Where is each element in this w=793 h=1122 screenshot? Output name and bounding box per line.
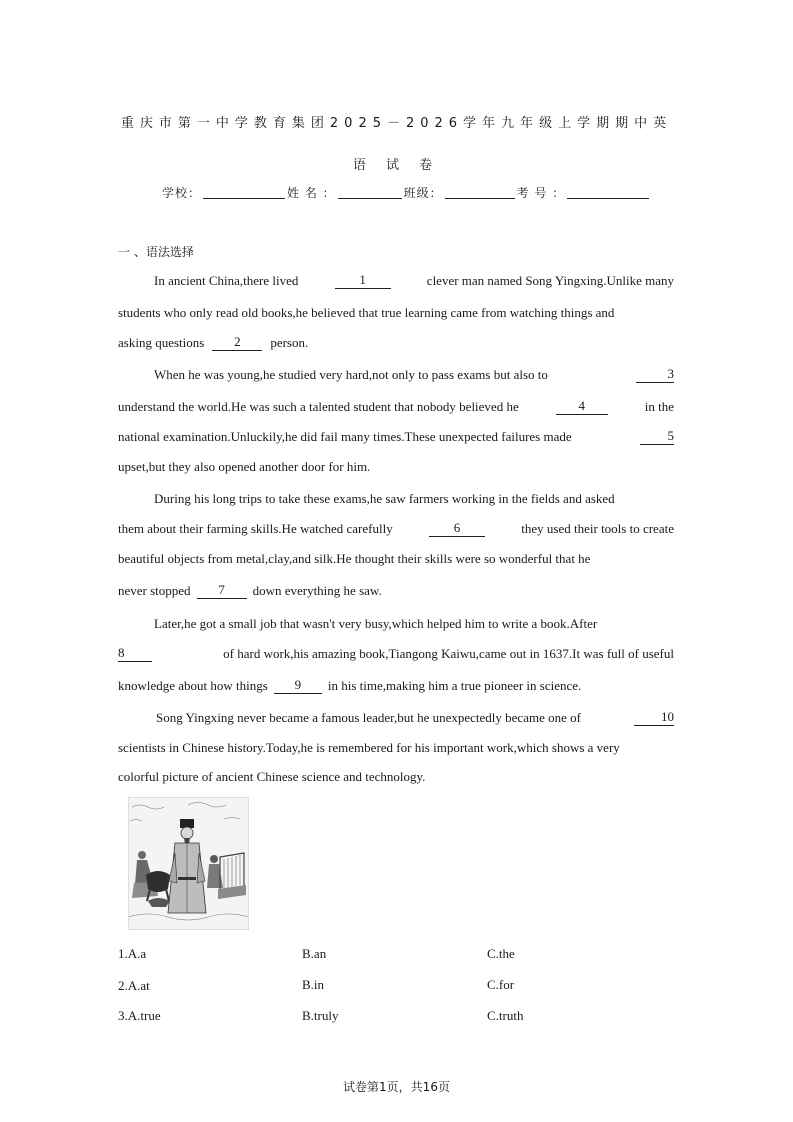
blank-7: 7 <box>197 583 247 599</box>
passage-line: national examination.Unluckily,he did fail many times.These unexpected failures made 5 <box>118 428 674 444</box>
blank-5: 5 <box>640 429 674 445</box>
exam-title-line2: 语 试 卷 <box>352 158 441 173</box>
exam-number-label: 考 号 ： <box>516 186 566 200</box>
exam-number-blank[interactable] <box>567 185 649 199</box>
blank-10: 10 <box>634 710 674 726</box>
passage-line: upset,but they also opened another door for him. <box>118 459 371 474</box>
option-1c[interactable]: C.the <box>487 946 515 961</box>
passage-line: During his long trips to take these exams,he saw farmers working in the fields and asked <box>154 491 615 506</box>
blank-1: 1 <box>335 273 391 289</box>
name-blank[interactable] <box>338 185 402 199</box>
class-blank[interactable] <box>445 185 515 199</box>
passage-line: Later,he got a small job that wasn't very busy,which helped him to write a book.After <box>154 616 598 631</box>
option-3a[interactable]: 3.A.true <box>118 1008 161 1023</box>
option-1a[interactable]: 1.A.a <box>118 946 147 961</box>
passage-line: When he was young,he studied very hard,not only to pass exams but also to 3 <box>154 366 674 382</box>
blank-2: 2 <box>212 335 262 351</box>
exam-title-line1: 重庆市第一中学教育集团2025－2026学年九年级上学期期中英 <box>120 116 673 131</box>
passage-line: In ancient China,there lived 1 clever man named Song Yingxing.Unlike many <box>154 272 674 288</box>
option-2b[interactable]: B.in <box>302 977 325 992</box>
passage-line: colorful picture of ancient Chinese science and technology. <box>118 769 426 784</box>
student-info-line <box>162 184 651 201</box>
passage-line: understand the world.He was such a talented student that nobody believed he 4 in the <box>118 398 674 414</box>
passage-line: beautiful objects from metal,clay,and silk.He thought their skills were so wonderful that he <box>118 551 591 566</box>
song-yingxing-illustration <box>128 797 249 930</box>
option-1b[interactable]: B.an <box>302 946 327 961</box>
passage-line: 8 of hard work,his amazing book,Tiangong Kaiwu,came out in 1637.It was full of useful <box>118 645 674 661</box>
option-3c[interactable]: C.truth <box>487 1008 524 1023</box>
passage-line: them about their farming skills.He watched carefully 6 they used their tools to create <box>118 520 674 536</box>
blank-9: 9 <box>274 678 322 694</box>
page-footer: 试卷第1页，共16页 <box>343 1080 450 1094</box>
class-label: 班级： <box>403 186 443 200</box>
passage-line: scientists in Chinese history.Today,he is remembered for his important work,which shows a very <box>118 740 620 755</box>
passage-line: knowledge about how things 9 in his time,making him a true pioneer in science. <box>118 677 582 693</box>
passage-line: asking questions 2 person. <box>118 334 309 350</box>
blank-6: 6 <box>429 521 485 537</box>
name-label: 姓 名 ： <box>287 186 336 200</box>
option-3b[interactable]: B.truly <box>302 1008 339 1023</box>
blank-8: 8 <box>118 646 152 662</box>
passage-line: students who only read old books,he believed that true learning came from watching things and <box>118 305 615 320</box>
option-2a[interactable]: 2.A.at <box>118 978 150 993</box>
school-blank[interactable] <box>203 185 285 199</box>
passage-line: Song Yingxing never became a famous leader,but he unexpectedly became one of 10 <box>156 709 674 725</box>
option-2c[interactable]: C.for <box>487 977 515 992</box>
blank-3: 3 <box>636 367 674 383</box>
passage-line: never stopped 7 down everything he saw. <box>118 582 382 598</box>
blank-4: 4 <box>556 399 608 415</box>
school-label: 学校： <box>162 186 202 200</box>
section-title: 一 、语法选择 <box>118 245 194 259</box>
